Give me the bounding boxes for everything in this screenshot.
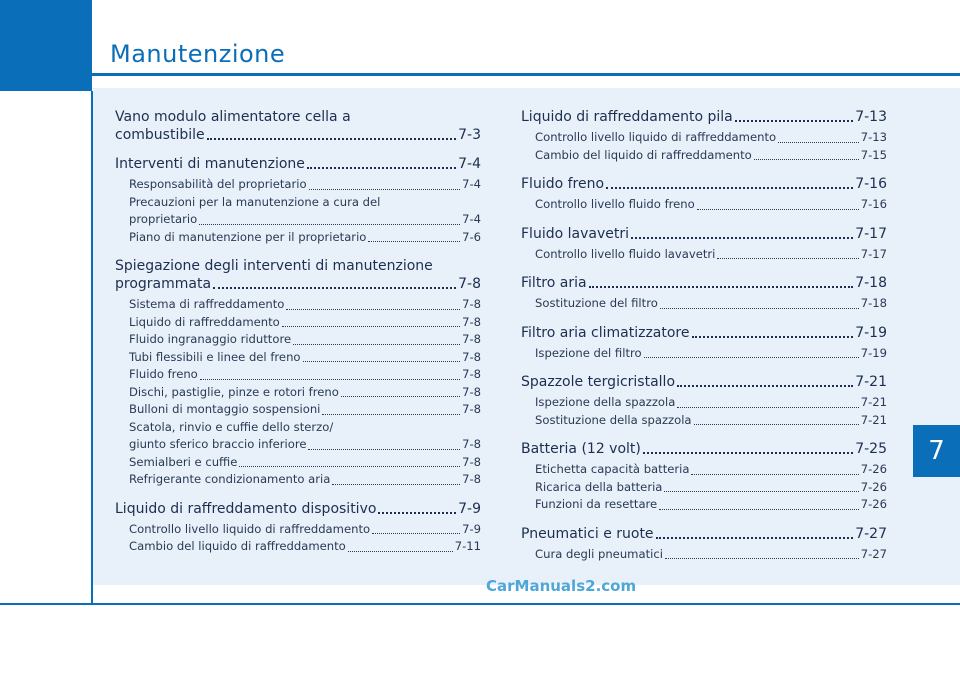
dot-leader [717, 258, 858, 259]
toc-section [115, 257, 481, 489]
toc-subentry-page: 7-19 [860, 345, 887, 360]
toc-heading-label: programmata [115, 276, 212, 292]
toc-heading-label: combustibile [115, 127, 205, 143]
toc-subentry[interactable] [535, 461, 887, 479]
toc-section [115, 108, 481, 144]
dot-leader [656, 537, 854, 539]
chapter-tab[interactable]: 7 [913, 425, 960, 477]
dot-leader [660, 308, 859, 309]
dot-leader [778, 142, 859, 143]
toc-subentry-label: Cambio del liquido di raffreddamento [129, 539, 346, 553]
toc-heading[interactable] [521, 108, 887, 126]
toc-sub-list [521, 295, 887, 313]
toc-subentry-page: 7-21 [860, 395, 887, 409]
toc-section [115, 500, 481, 556]
toc-subentry-label: Tubi flessibili e linee del freno [129, 349, 301, 364]
toc-subentry[interactable] [535, 295, 887, 313]
toc-subentry-label: Etichetta capacità batteria [535, 462, 690, 476]
dot-leader [378, 512, 456, 514]
toc-subentry[interactable] [129, 296, 481, 314]
toc-subentry-label: Piano di manutenzione per il proprietario [129, 229, 367, 244]
toc-subentry-label: Bulloni di montaggio sospensioni [129, 402, 321, 416]
toc-subentry-page: 7-8 [462, 454, 481, 469]
watermark-text: CarManuals2.com [486, 577, 637, 595]
toc-subentry-page: 7-17 [860, 246, 887, 261]
toc-sub-list [521, 129, 887, 164]
toc-subentry-page: 7-8 [462, 349, 481, 364]
toc-heading-page: 7-25 [855, 441, 887, 457]
toc-subentry-label: Ricarica della batteria [535, 479, 663, 494]
dot-leader [644, 357, 859, 358]
toc-subentry-page: 7-4 [462, 177, 481, 191]
dot-leader [694, 424, 859, 425]
toc-heading-page: 7-16 [855, 176, 887, 192]
dot-leader [691, 474, 858, 475]
dot-leader [606, 187, 853, 189]
toc-sub-list [115, 176, 481, 246]
toc-subentry[interactable] [535, 246, 887, 264]
toc-subentry[interactable] [535, 129, 887, 147]
toc-heading-page: 7-3 [458, 127, 481, 143]
toc-subentry-label: Ispezione del filtro [535, 345, 642, 360]
toc-subentry-page: 7-8 [462, 367, 481, 381]
toc-subentry-page: 7-15 [860, 147, 887, 162]
toc-subentry[interactable] [129, 401, 481, 419]
dot-leader [213, 287, 456, 289]
toc-heading-label: Filtro aria [521, 275, 587, 291]
toc-sub-list [115, 521, 481, 556]
dot-leader [735, 120, 853, 122]
dot-leader [199, 224, 460, 225]
dot-leader [677, 385, 853, 387]
toc-heading-label: Liquido di raffreddamento dispositivo [115, 500, 377, 517]
dot-leader [697, 209, 859, 210]
toc-subentry-label: Ispezione della spazzola [535, 395, 676, 409]
toc-subentry-label: Cambio del liquido di raffreddamento [535, 147, 752, 162]
toc-subentry-page: 7-11 [454, 539, 481, 553]
toc-section [115, 155, 481, 246]
dot-leader [665, 558, 859, 559]
toc-section [521, 440, 887, 514]
dot-leader [293, 344, 460, 345]
dot-leader [677, 407, 858, 408]
title-rule [92, 73, 960, 76]
toc-subentry[interactable] [535, 147, 887, 165]
dot-leader [308, 449, 460, 450]
toc-subentry-label: Fluido ingranaggio riduttore [129, 332, 292, 346]
toc-sub-list [521, 196, 887, 214]
toc-left-column [115, 108, 481, 567]
toc-right-column [521, 108, 887, 574]
toc-heading-page: 7-18 [855, 275, 887, 291]
toc-section [521, 175, 887, 214]
toc-section [521, 373, 887, 429]
dot-leader [309, 189, 460, 190]
toc-heading[interactable] [521, 274, 887, 292]
toc-heading[interactable] [521, 525, 887, 543]
toc-subentry-page: 7-26 [860, 462, 887, 476]
page-title: Manutenzione [110, 40, 286, 68]
toc-subentry[interactable] [129, 454, 481, 472]
dot-leader [692, 336, 854, 338]
toc-subentry-label: Cura degli pneumatici [535, 546, 663, 561]
toc-subentry[interactable] [535, 546, 887, 564]
toc-subentry[interactable] [129, 314, 481, 332]
toc-subentry-page: 7-8 [462, 314, 481, 329]
dot-leader [239, 466, 460, 467]
toc-heading-label: Spazzole tergicristallo [521, 374, 676, 390]
toc-heading[interactable] [115, 500, 481, 518]
dot-leader [664, 491, 858, 492]
toc-subentry-page: 7-21 [860, 412, 887, 427]
dot-leader [348, 551, 453, 552]
toc-subentry[interactable] [129, 538, 481, 556]
toc-subentry[interactable] [129, 229, 481, 247]
toc-heading-label: Fluido freno [521, 176, 605, 192]
toc-subentry[interactable] [535, 412, 887, 430]
toc-section [521, 108, 887, 164]
toc-subentry-label: Sostituzione del filtro [535, 296, 658, 310]
footer-rule [0, 603, 960, 605]
dot-leader [631, 237, 853, 239]
dot-leader [303, 361, 461, 362]
margin-line [91, 91, 93, 603]
toc-heading-page: 7-21 [855, 374, 887, 390]
dot-leader [643, 452, 853, 454]
toc-subentry-page: 7-27 [860, 546, 887, 561]
toc-subentry-page: 7-9 [462, 521, 481, 536]
dot-leader [282, 326, 460, 327]
toc-subentry-label: Sostituzione della spazzola [535, 412, 692, 427]
toc-subentry-label: Controllo livello fluido freno [535, 197, 695, 211]
toc-heading[interactable] [521, 373, 887, 391]
toc-subentry[interactable] [535, 496, 887, 514]
toc-heading[interactable] [521, 225, 887, 243]
toc-subentry[interactable] [129, 176, 481, 194]
toc-subentry[interactable] [129, 384, 481, 402]
toc-heading-page: 7-8 [458, 276, 481, 292]
corner-block [0, 0, 92, 91]
dot-leader [207, 138, 457, 140]
toc-subentry-label: Controllo livello fluido lavavetri [535, 246, 716, 261]
toc-subentry-label: Dischi, pastiglie, pinze e rotori freno [129, 384, 339, 399]
toc-subentry[interactable] [129, 471, 481, 489]
toc-sub-list [521, 546, 887, 564]
toc-subentry[interactable] [129, 331, 481, 349]
toc-section [521, 324, 887, 363]
toc-subentry[interactable] [535, 394, 887, 412]
toc-subentry-label: Controllo livello liquido di raffreddamento [535, 130, 777, 144]
toc-section [521, 525, 887, 564]
toc-subentry-page: 7-4 [462, 212, 481, 226]
toc-subentry-page: 7-8 [462, 297, 481, 311]
toc-subentry-label: Funzioni da resettare [535, 497, 658, 511]
toc-subentry-label: Refrigerante condizionamento aria [129, 472, 331, 486]
dot-leader [322, 414, 460, 415]
toc-subentry-page: 7-16 [860, 197, 887, 211]
toc-subentry[interactable] [129, 211, 481, 229]
toc-subentry-page: 7-8 [462, 437, 481, 451]
toc-subentry-page: 7-13 [860, 130, 887, 144]
toc-heading-label: Liquido di raffreddamento pila [521, 109, 733, 125]
toc-subentry-page: 7-8 [462, 472, 481, 486]
toc-subentry-page: 7-18 [860, 296, 887, 310]
toc-heading-label: Interventi di manutenzione [115, 156, 305, 172]
toc-subentry-label: Responsabilità del proprietario [129, 177, 307, 191]
toc-subentry[interactable] [535, 196, 887, 214]
toc-sub-list [521, 461, 887, 514]
toc-subentry-page: 7-8 [462, 402, 481, 416]
toc-heading-line: Spiegazione degli interventi di manutenzione [115, 258, 433, 274]
dot-leader [341, 396, 460, 397]
dot-leader [200, 379, 460, 380]
toc-heading-page: 7-17 [855, 225, 887, 242]
toc-sub-list [521, 345, 887, 363]
toc-sub-list [521, 246, 887, 264]
dot-leader [332, 484, 460, 485]
toc-heading[interactable] [115, 126, 481, 144]
toc-heading-page: 7-19 [855, 324, 887, 341]
toc-heading-label: Filtro aria climatizzatore [521, 324, 690, 341]
dot-leader [754, 159, 859, 160]
toc-sub-list [521, 394, 887, 429]
toc-subentry[interactable] [129, 521, 481, 539]
toc-subentry-page: 7-8 [462, 384, 481, 399]
toc-subentry-label: Liquido di raffreddamento [129, 314, 280, 329]
toc-heading-label: Batteria (12 volt) [521, 441, 641, 457]
toc-subentry-page: 7-26 [860, 497, 887, 511]
toc-subentry-label: giunto sferico braccio inferiore [129, 437, 307, 451]
dot-leader [659, 509, 858, 510]
toc-subentry-label: Fluido freno [129, 367, 198, 381]
toc-subentry[interactable] [129, 349, 481, 367]
toc-heading-page: 7-9 [458, 500, 481, 517]
toc-subentry-page: 7-6 [462, 229, 481, 244]
toc-subentry-page: 7-26 [860, 479, 887, 494]
toc-subentry-label: Semialberi e cuffie [129, 454, 238, 469]
toc-section [521, 225, 887, 264]
toc-heading-label: Fluido lavavetri [521, 225, 629, 242]
toc-heading-page: 7-4 [458, 156, 481, 172]
toc-heading-page: 7-27 [855, 525, 887, 542]
toc-heading[interactable] [521, 175, 887, 193]
toc-heading[interactable] [115, 275, 481, 293]
toc-subentry-label: Controllo livello liquido di raffreddamento [129, 521, 371, 536]
toc-subentry-line: Precauzioni per la manutenzione a cura del [129, 194, 381, 209]
toc-heading-label: Pneumatici e ruote [521, 525, 654, 542]
toc-subentry-page: 7-8 [462, 332, 481, 346]
dot-leader [307, 167, 456, 169]
toc-heading-page: 7-13 [855, 109, 887, 125]
toc-heading-line: Vano modulo alimentatore cella a [115, 109, 351, 125]
toc-heading[interactable] [115, 155, 481, 173]
toc-subentry-label: proprietario [129, 212, 198, 226]
toc-sub-list [115, 296, 481, 489]
toc-subentry[interactable] [535, 345, 887, 363]
toc-subentry[interactable] [129, 436, 481, 454]
toc-subentry[interactable] [535, 479, 887, 497]
toc-subentry-line: Scatola, rinvio e cuffie dello sterzo/ [129, 419, 334, 434]
toc-heading[interactable] [521, 324, 887, 342]
dot-leader [589, 286, 854, 288]
dot-leader [286, 309, 460, 310]
toc-heading[interactable] [521, 440, 887, 458]
toc-subentry[interactable] [129, 366, 481, 384]
toc-section [521, 274, 887, 313]
dot-leader [372, 533, 460, 534]
toc-subentry-label: Sistema di raffreddamento [129, 297, 285, 311]
dot-leader [368, 241, 460, 242]
